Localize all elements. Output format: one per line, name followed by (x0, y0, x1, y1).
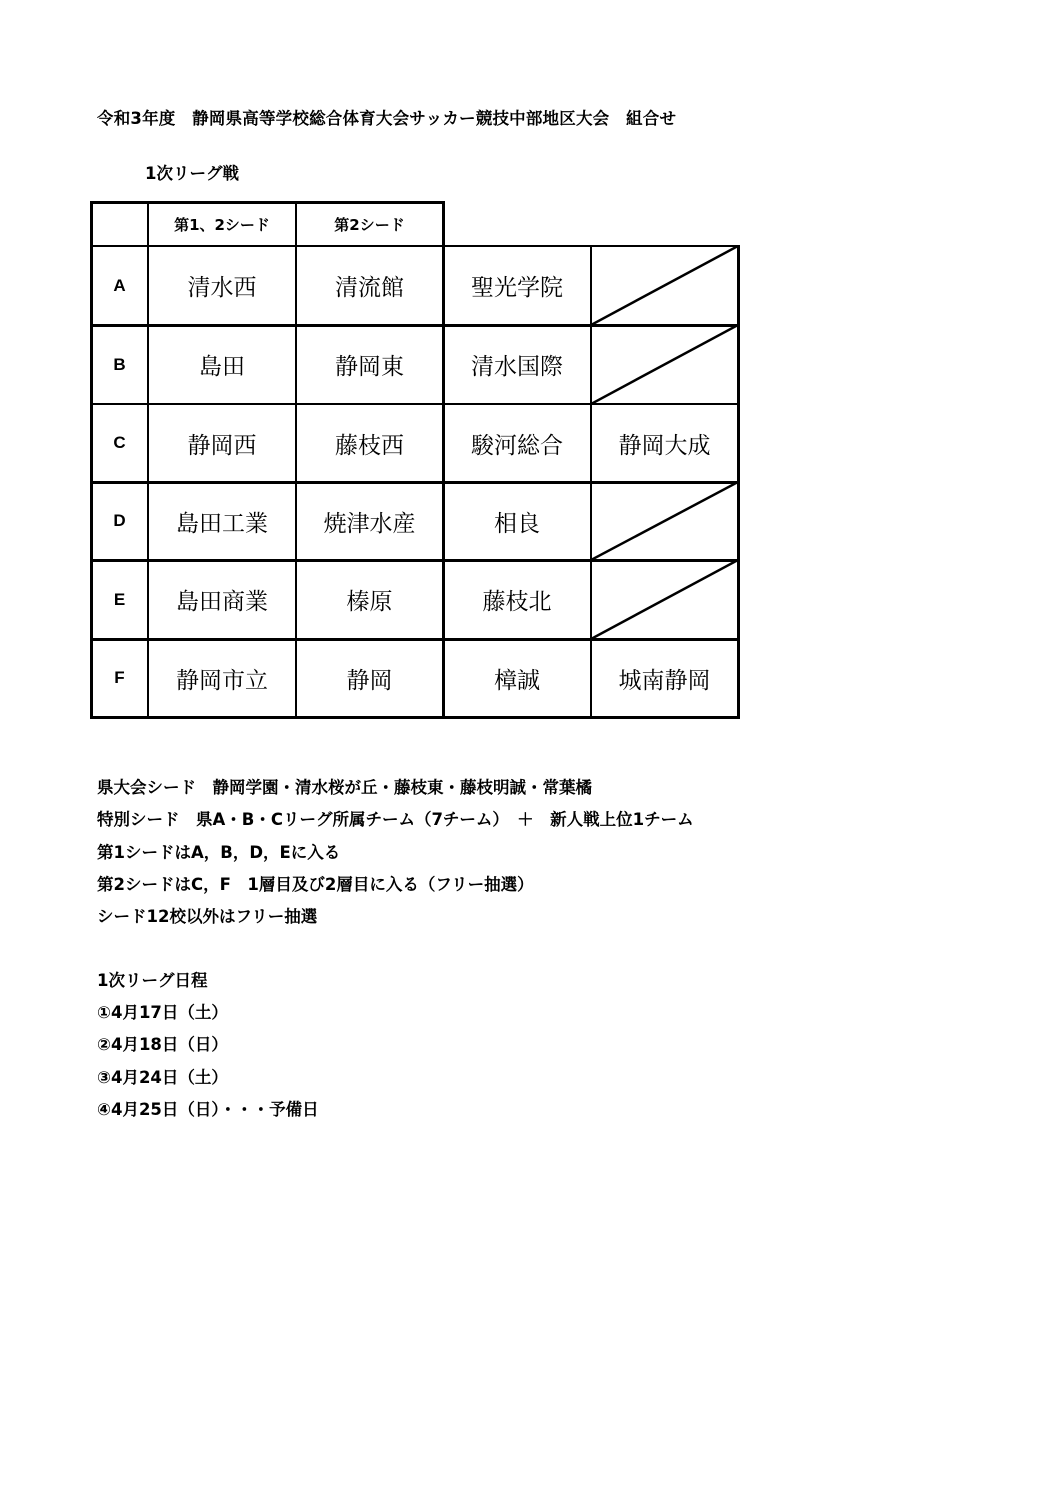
table-border (147, 201, 149, 719)
note-first-seed-rule: 第1シードはA，B，D，Eに入る (97, 843, 341, 862)
team-cell: 静岡東 (335, 354, 404, 380)
team-cell: 静岡大成 (618, 432, 711, 459)
note-second-seed-rule: 第2シードはC，F 1層目及び2層目に入る（フリー抽選） (97, 875, 534, 894)
section-title: 1次リーグ戦 (145, 164, 239, 183)
team-cell: 藤枝北 (482, 589, 552, 615)
team-cell: 静岡西 (187, 432, 257, 459)
document-title: 令和3年度 静岡県高等学校総合体育大会サッカー競技中部地区大会 組合せ (97, 109, 677, 128)
team-cell: 島田 (199, 354, 245, 380)
schedule-title: 1次リーグ日程 (97, 971, 208, 990)
schedule-item: ④4月25日（日）・・・予備日 (97, 1100, 319, 1119)
note-special-seeds: 特別シード 県A・B・Cリーグ所属チーム（7チーム） ＋ 新人戦上位1チーム (97, 810, 694, 829)
table-border (442, 201, 445, 719)
team-cell: 静岡市立 (176, 667, 268, 694)
table-border (295, 201, 297, 719)
empty-slot-slash-a (591, 246, 738, 325)
empty-slot-slash-e (591, 560, 738, 639)
empty-slot-slash-b (591, 325, 738, 404)
team-cell: 島田工業 (176, 510, 268, 537)
team-cell: 城南静岡 (618, 667, 711, 694)
header-seed-1-2: 第1、2シード (174, 215, 270, 234)
group-label-c: C (113, 433, 126, 452)
note-free-draw: シード12校以外はフリー抽選 (97, 907, 318, 926)
schedule-item: ③4月24日（土） (97, 1068, 228, 1087)
team-cell: 島田商業 (176, 589, 268, 615)
group-label-a: A (113, 275, 126, 295)
team-cell: 駿河総合 (471, 432, 563, 459)
team-cell: 聖光学院 (471, 275, 563, 301)
group-label-f: F (114, 668, 125, 687)
team-cell: 清水国際 (471, 354, 563, 380)
team-cell: 清水西 (187, 275, 257, 301)
note-prefecture-seeds: 県大会シード 静岡学園・清水桜が丘・藤枝東・藤枝明誠・常葉橘 (97, 778, 592, 797)
team-cell: 榛原 (346, 589, 393, 615)
team-cell: 藤枝西 (335, 432, 404, 459)
team-cell: 焼津水産 (323, 510, 416, 537)
table-border (90, 201, 93, 719)
team-cell: 清流館 (335, 275, 404, 301)
header-seed-2: 第2シード (334, 215, 405, 234)
table-border (90, 716, 740, 719)
schedule-item: ②4月18日（日） (97, 1035, 228, 1054)
team-cell: 相良 (494, 510, 540, 537)
group-label-b: B (113, 354, 126, 374)
group-label-e: E (113, 589, 126, 609)
team-cell: 樟誠 (494, 667, 540, 694)
group-label-d: D (113, 511, 126, 530)
empty-slot-slash-d (591, 482, 738, 560)
team-cell: 静岡 (346, 667, 393, 694)
table-border (90, 201, 445, 204)
schedule-item: ①4月17日（土） (97, 1003, 228, 1022)
